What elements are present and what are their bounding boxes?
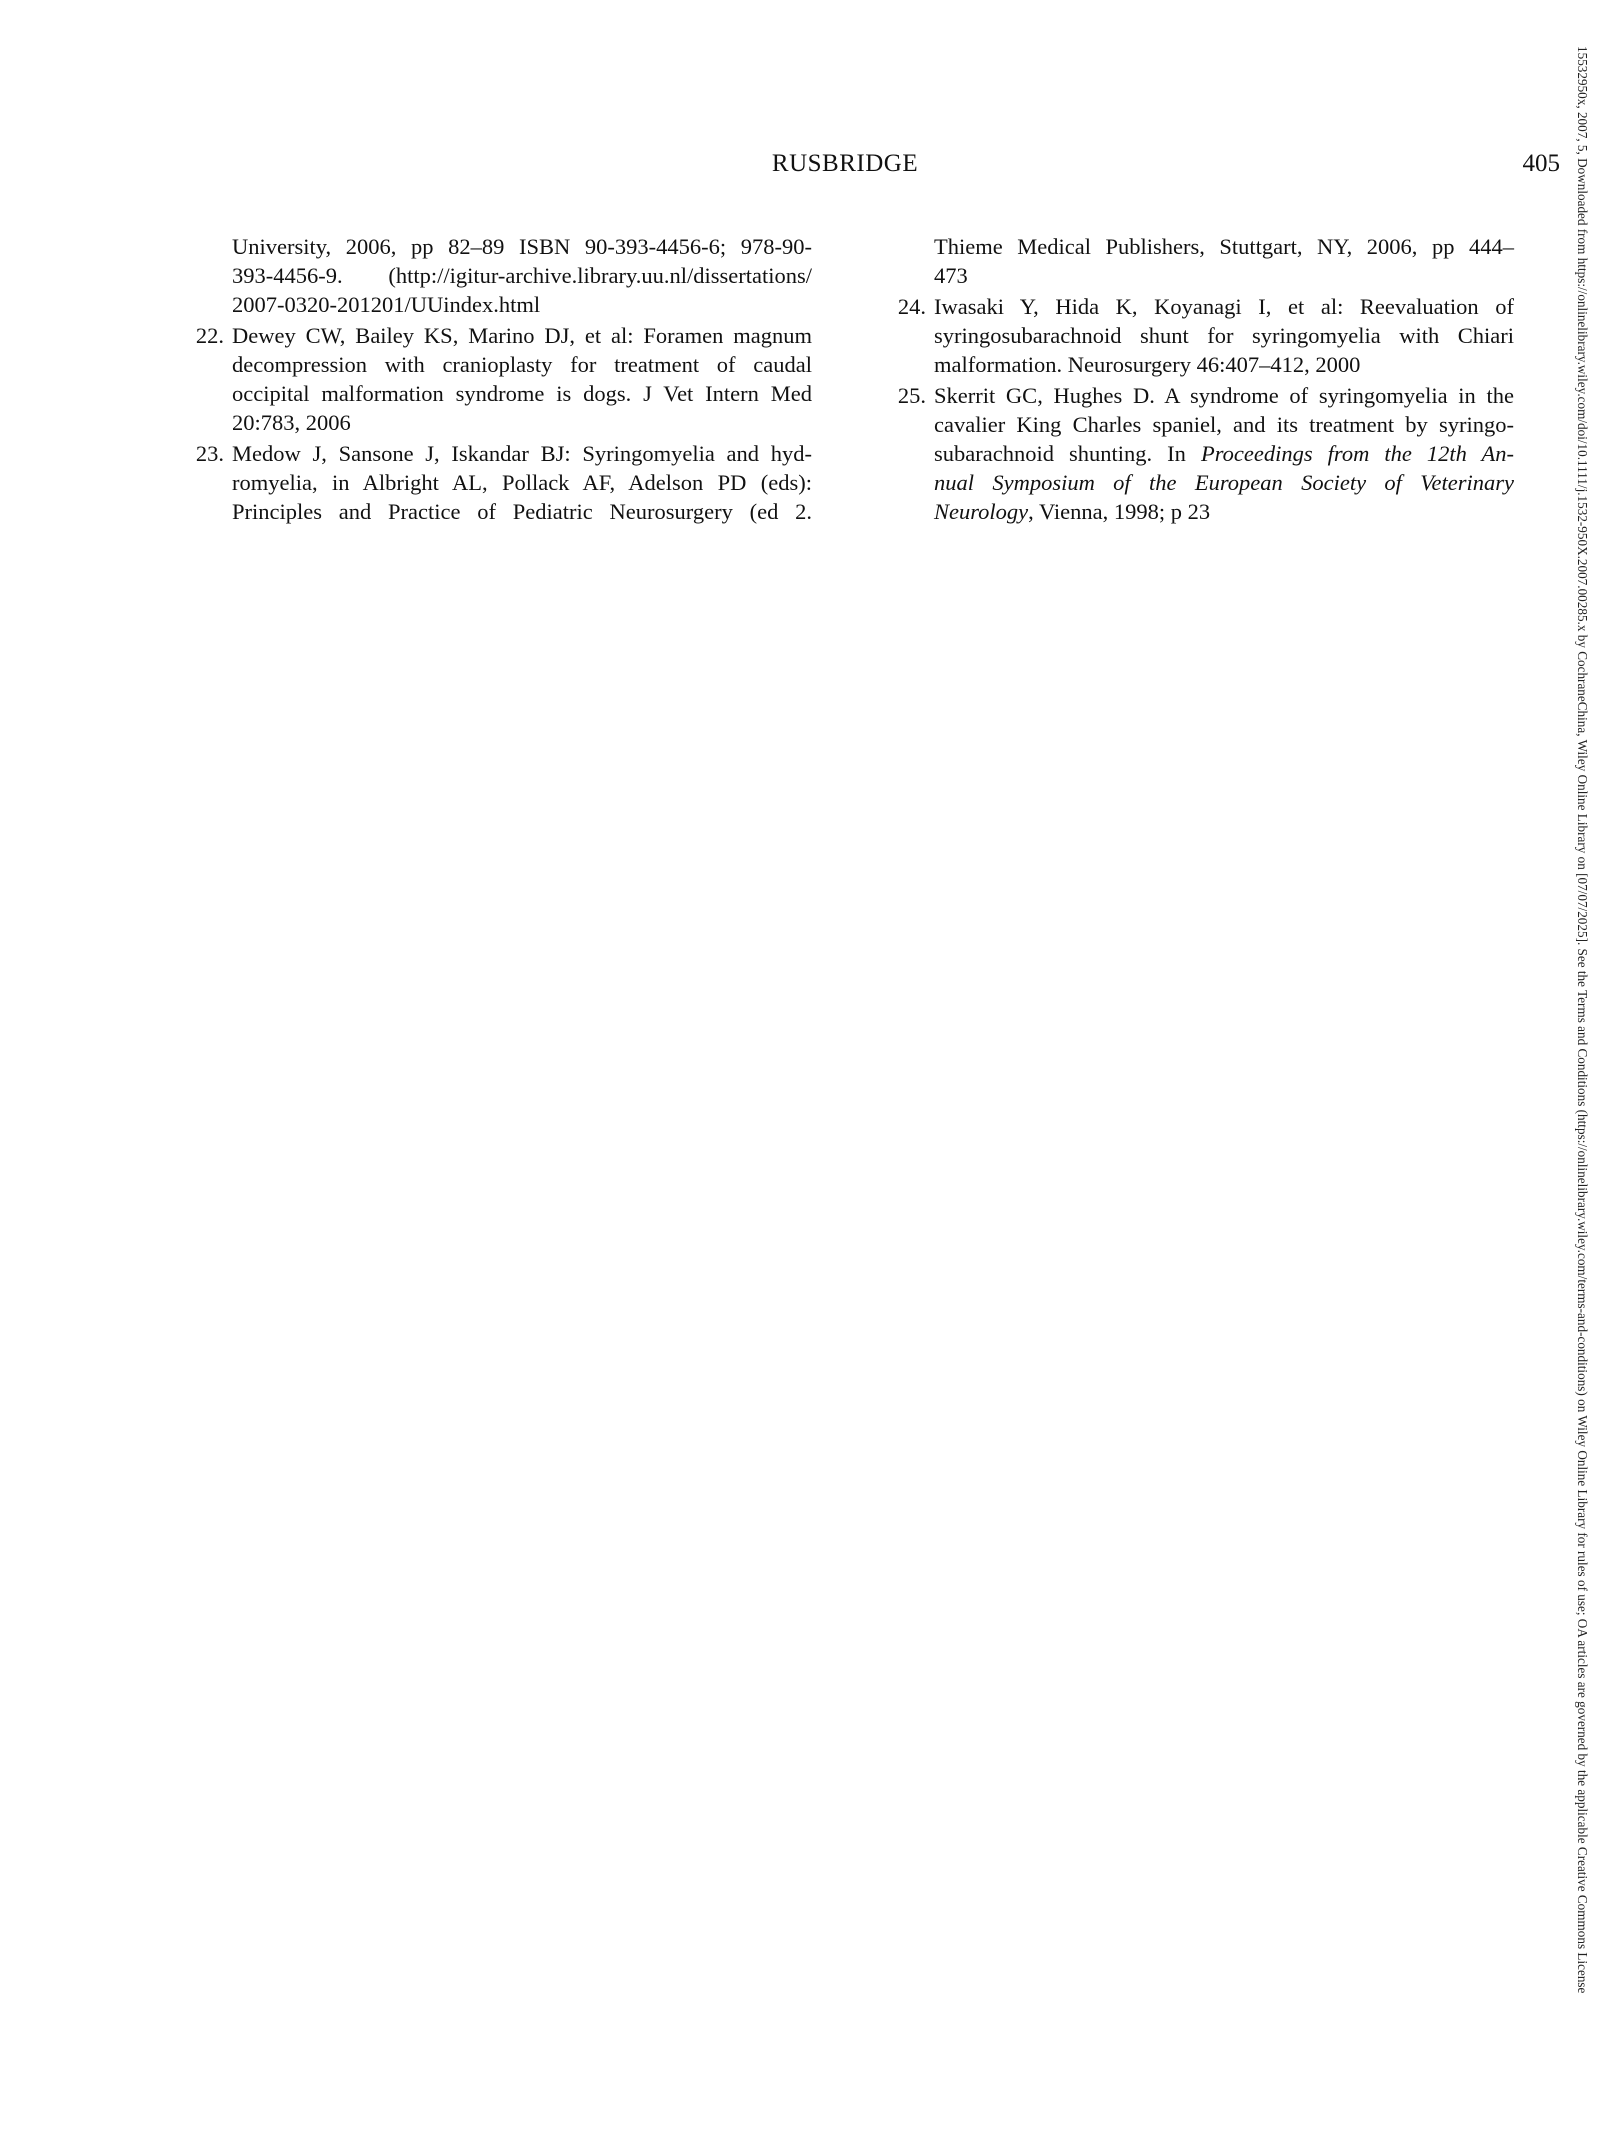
reference-line: occipital malformation syndrome is dogs. J Vet Intern Med (232, 381, 812, 406)
proceedings-title: Proceedings from the 12th An- (1200, 441, 1515, 466)
proceedings-title: nual Symposium of the European Society of Veterinary (934, 470, 1514, 495)
reference-23 (162, 439, 812, 526)
reference-column-left (162, 232, 812, 528)
reference-line: University, 2006, pp 82–89 ISBN 90-393-4456-6; 978-90- (232, 234, 812, 259)
reference-number: 25. (897, 383, 926, 408)
reference-line: Iwasaki Y, Hida K, Koyanagi I, et al: Reevaluation of (934, 294, 1514, 319)
reference-number: 22. (195, 323, 224, 348)
reference-line: 20:783, 2006 (232, 410, 351, 435)
running-title: RUSBRIDGE (771, 150, 919, 177)
reference-text: subarachnoid shunting. In (934, 441, 1201, 466)
reference-line: decompression with cranioplasty for treatment of caudal (232, 352, 812, 377)
reference-line (934, 439, 1514, 468)
proceedings-title: Neurology (934, 499, 1029, 524)
reference-column-right (864, 232, 1514, 528)
reference-line: malformation. Neurosurgery 46:407–412, 2000 (934, 352, 1361, 377)
reference-line: Skerrit GC, Hughes D. A syndrome of syringomyelia in the (934, 383, 1514, 408)
reference-number: 23. (195, 441, 224, 466)
reference-21-continued (162, 232, 812, 319)
reference-line: Thieme Medical Publishers, Stuttgart, NY, 2006, pp 444– (934, 234, 1514, 259)
reference-line (934, 497, 1514, 526)
reference-25 (864, 381, 1514, 526)
page-number: 405 (1522, 150, 1560, 177)
reference-line: 2007-0320-201201/UUindex.html (232, 292, 541, 317)
reference-line: 393-4456-9. (http://igitur-archive.library.uu.nl/dissertations/ (232, 263, 812, 288)
reference-22 (162, 321, 812, 437)
reference-line: Dewey CW, Bailey KS, Marino DJ, et al: Foramen magnum (232, 323, 812, 348)
reference-24 (864, 292, 1514, 379)
reference-text: , Vienna, 1998; p 23 (1028, 499, 1211, 524)
reference-number: 24. (897, 294, 926, 319)
reference-line: 473 (934, 263, 968, 288)
reference-line: cavalier King Charles spaniel, and its treatment by syringo- (934, 412, 1514, 437)
reference-line: Medow J, Sansone J, Iskandar BJ: Syringomyelia and hyd- (232, 441, 812, 466)
reference-line: syringosubarachnoid shunt for syringomyelia with Chiari (934, 323, 1514, 348)
reference-23-continued (864, 232, 1514, 290)
reference-line: Principles and Practice of Pediatric Neurosurgery (ed 2. (232, 499, 812, 524)
reference-line: romyelia, in Albright AL, Pollack AF, Adelson PD (eds): (232, 470, 812, 495)
download-side-note: 15532950x, 2007, 5, Downloaded from https://onlinelibrary.wiley.com/doi/10.1111/j.1532-950X.2007.00285.x by CochraneChina, Wiley Online Library on [07/07/2025]. See the Terms and Conditions (https://onlinelibrary.wiley.com/terms-and-conditions) on Wiley Online Library for rules of use; OA articles are governed by the applicable Creative Commons License (1575, 46, 1590, 1994)
